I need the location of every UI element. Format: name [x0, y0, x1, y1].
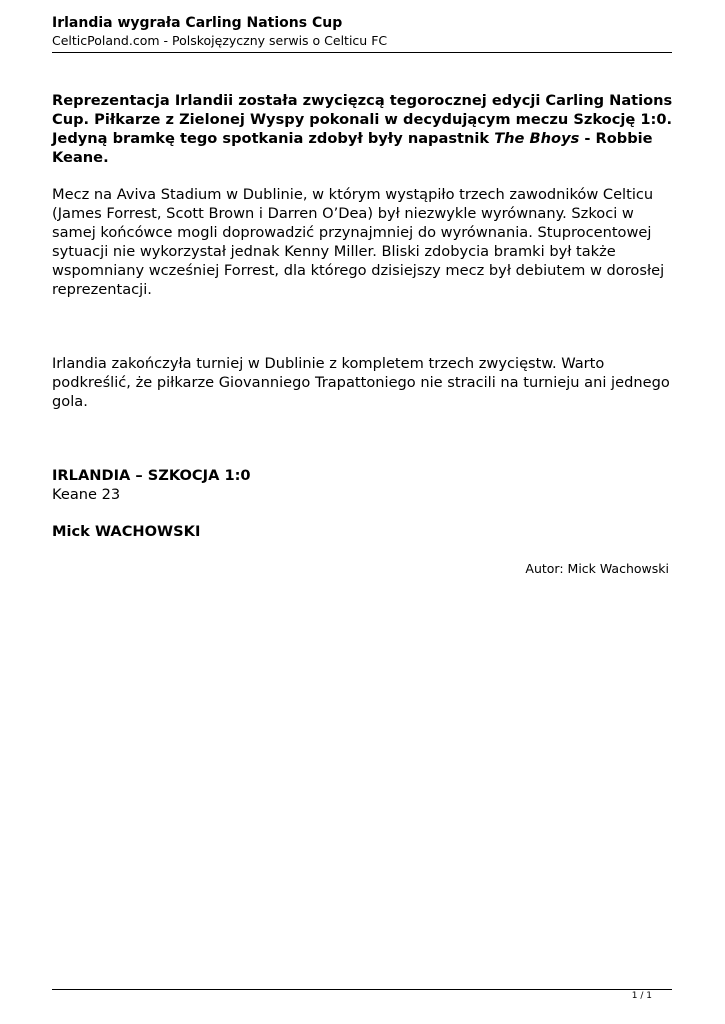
paragraph-match-report: Mecz na Aviva Stadium w Dublinie, w którym wystąpiło trzech zawodników Celticu (James Forrest, Scott Brown i Darren O’Dea) był niezwykle wyrównany. Szkoci w samej końcówce mogli doprowadzić przynajmniej do wyrównania. Stuprocentowej sytuacji nie wykorzystał jednak Kenny Miller. Bliski zdobycia bramki był także wspomniany wcześniej Forrest, dla którego dzisiejszy mecz był debiutem w dorosłej reprezentacji. — [52, 186, 665, 298]
match-result — [52, 466, 677, 541]
lead-end-text: - Robbie Keane. — [52, 130, 653, 166]
paragraph-tournament-summary: Irlandia zakończyła turniej w Dublinie z kompletem trzech zwycięstw. Warto podkreślić, że piłkarze Giovanniego Trapattoniego nie stracili na turnieju ani jednego gola. — [52, 355, 670, 410]
match-score: IRLANDIA – SZKOCJA 1:0 — [52, 467, 251, 484]
footer-divider — [52, 989, 672, 990]
goal-scorer: Keane 23 — [52, 486, 121, 503]
header-divider — [52, 52, 672, 53]
article-lead — [52, 91, 677, 167]
author-byline: Autor: Mick Wachowski — [525, 561, 669, 576]
site-name: CelticPoland.com - Polskojęzyczny serwis o Celticu FC — [52, 33, 388, 48]
author-signature: Mick WACHOWSKI — [52, 523, 201, 540]
article-body — [52, 91, 677, 541]
page-number: 1 / 1 — [631, 991, 652, 1001]
lead-text: Reprezentacja Irlandii została zwycięzcą tegorocznej edycji Carling Nations Cup. Piłkarze z Zielonej Wyspy pokonali w decydującym meczu Szkocję 1:0. Jedyną bramkę tego spotkania zdobył były napastnik — [52, 92, 673, 147]
article-title: Irlandia wygrała Carling Nations Cup — [52, 15, 343, 31]
lead-italic-text: The Bhoys — [494, 130, 580, 147]
page-header — [52, 14, 672, 50]
